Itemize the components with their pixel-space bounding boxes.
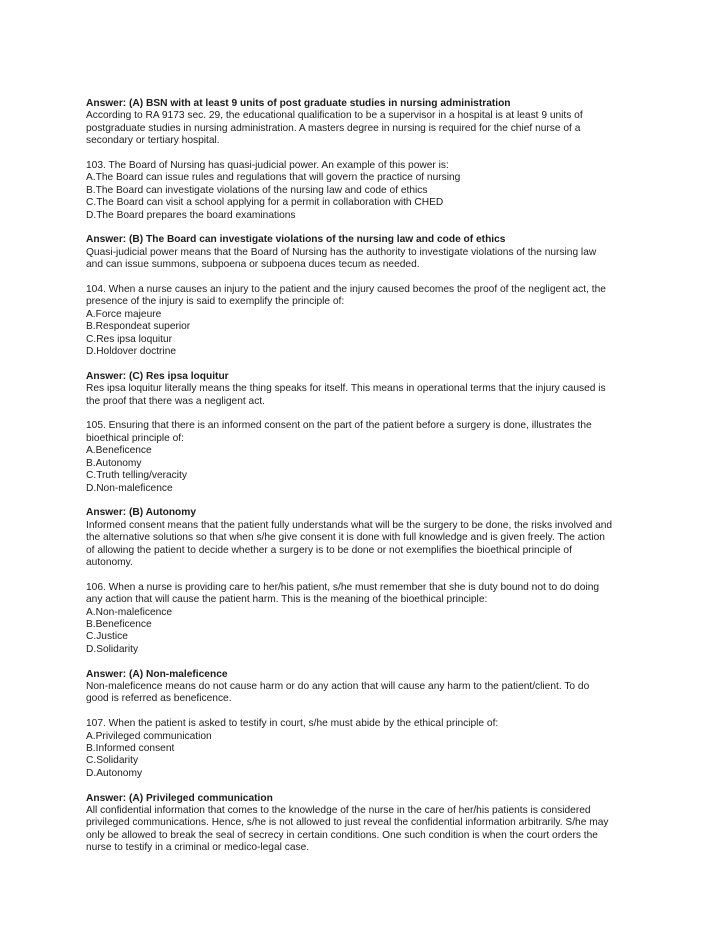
text-line: According to RA 9173 sec. 29, the educational qualification to be a supervisor in a hospital is at least 9 units of bbox=[86, 110, 583, 122]
text-line: Informed consent means that the patient fully understands what will be the surgery to be done, the risks involved and bbox=[86, 519, 613, 531]
text-line: B.Autonomy bbox=[86, 457, 142, 469]
text-line: A.Force majeure bbox=[86, 308, 162, 320]
answer-heading: Answer: (B) The Board can investigate violations of the nursing law and code of ethics bbox=[86, 234, 506, 246]
text-line: secondary or tertiary hospital. bbox=[86, 135, 220, 147]
text-line: D.Non-maleficence bbox=[86, 482, 173, 494]
text-line: C.Res ipsa loquitur bbox=[86, 333, 173, 345]
answer-block bbox=[86, 669, 646, 706]
question-block bbox=[86, 160, 646, 222]
text-line: bioethical principle of: bbox=[86, 432, 184, 444]
text-line: good is referred as beneficence. bbox=[86, 693, 232, 705]
question-block bbox=[86, 420, 646, 494]
text-line: B.Informed consent bbox=[86, 742, 175, 754]
answer-block bbox=[86, 371, 646, 408]
text-line: presence of the injury is said to exemplify the principle of: bbox=[86, 296, 345, 308]
text-line: Res ipsa loquitur literally means the thing speaks for itself. This means in operational terms that the injury caused is bbox=[86, 383, 606, 395]
answer-heading: Answer: (A) Privileged communication bbox=[86, 792, 273, 804]
text-line: B.Respondeat superior bbox=[86, 321, 191, 333]
text-line: postgraduate studies in nursing administration. A masters degree in nursing is required for the chief nurse of a bbox=[86, 122, 581, 134]
text-line: any action that will cause the patient harm. This is the meaning of the bioethical principle: bbox=[86, 594, 488, 606]
text-line: D.The Board prepares the board examinations bbox=[86, 209, 296, 221]
text-line: only be allowed to break the seal of secrecy in certain conditions. One such condition is when the court orders the bbox=[86, 829, 598, 841]
text-line: C.The Board can visit a school applying for a permit in collaboration with CHED bbox=[86, 197, 444, 209]
text-line: Non-maleficence means do not cause harm or do any action that will cause any harm to the patient/client. To do bbox=[86, 680, 590, 692]
answer-heading: Answer: (A) BSN with at least 9 units of post graduate studies in nursing administration bbox=[86, 98, 511, 109]
question-block bbox=[86, 718, 646, 780]
text-line: 103. The Board of Nursing has quasi-judicial power. An example of this power is: bbox=[86, 160, 449, 172]
text-line: Quasi-judicial power means that the Board of Nursing has the authority to investigate violations of the nursing law bbox=[86, 246, 597, 258]
text-line: privileged communications. Hence, s/he is not allowed to just reveal the confidential information arbitrarily. S/he may bbox=[86, 817, 609, 829]
text-line: All confidential information that comes to the knowledge of the nurse in the care of her/his patients is considered bbox=[86, 805, 591, 816]
text-line: 104. When a nurse causes an injury to the patient and the injury caused becomes the proof of the negligent act, the bbox=[86, 284, 606, 296]
text-line: 105. Ensuring that there is an informed consent on the part of the patient before a surgery is done, illustrates the bbox=[86, 420, 592, 432]
answer-block bbox=[86, 507, 646, 569]
document-page bbox=[86, 98, 646, 867]
answer-block bbox=[86, 234, 646, 271]
text-line: B.Beneficence bbox=[86, 618, 152, 630]
answer-heading: Answer: (B) Autonomy bbox=[86, 507, 196, 519]
text-line: A.Privileged communication bbox=[86, 730, 212, 742]
text-line: the alternative solutions so that when s/he give consent it is done with full knowledge and is given freely. The action bbox=[86, 532, 605, 544]
text-line: of allowing the patient to decide whether a surgery is to be done or not exemplifies the bioethical principle of bbox=[86, 544, 572, 556]
answer-heading: Answer: (A) Non-maleficence bbox=[86, 668, 228, 680]
text-line: nurse to testify in a criminal or medico-legal case. bbox=[86, 842, 310, 854]
text-line: A.The Board can issue rules and regulations that will govern the practice of nursing bbox=[86, 172, 461, 184]
text-line: D.Holdover doctrine bbox=[86, 346, 177, 358]
text-line: 107. When the patient is asked to testify in court, s/he must abide by the ethical principle of: bbox=[86, 718, 499, 730]
text-line: and can issue summons, subpoena or subpoena duces tecum as needed. bbox=[86, 259, 420, 271]
text-line: 106. When a nurse is providing care to her/his patient, s/he must remember that she is duty bound not to do doing bbox=[86, 581, 600, 593]
answer-block bbox=[86, 793, 646, 855]
answer-heading: Answer: (C) Res ipsa loquitur bbox=[86, 370, 229, 382]
question-block bbox=[86, 582, 646, 656]
text-line: B.The Board can investigate violations of the nursing law and code of ethics bbox=[86, 184, 428, 196]
text-line: autonomy. bbox=[86, 556, 133, 568]
text-line: A.Non-maleficence bbox=[86, 606, 173, 618]
text-line: A.Beneficence bbox=[86, 445, 152, 457]
text-line: D.Solidarity bbox=[86, 643, 139, 655]
question-block bbox=[86, 284, 646, 358]
text-line: D.Autonomy bbox=[86, 767, 143, 779]
text-line: the proof that there was a negligent act. bbox=[86, 395, 265, 407]
text-line: C.Justice bbox=[86, 631, 128, 643]
text-line: C.Truth telling/veracity bbox=[86, 470, 187, 482]
answer-block bbox=[86, 98, 646, 148]
text-line: C.Solidarity bbox=[86, 755, 139, 767]
